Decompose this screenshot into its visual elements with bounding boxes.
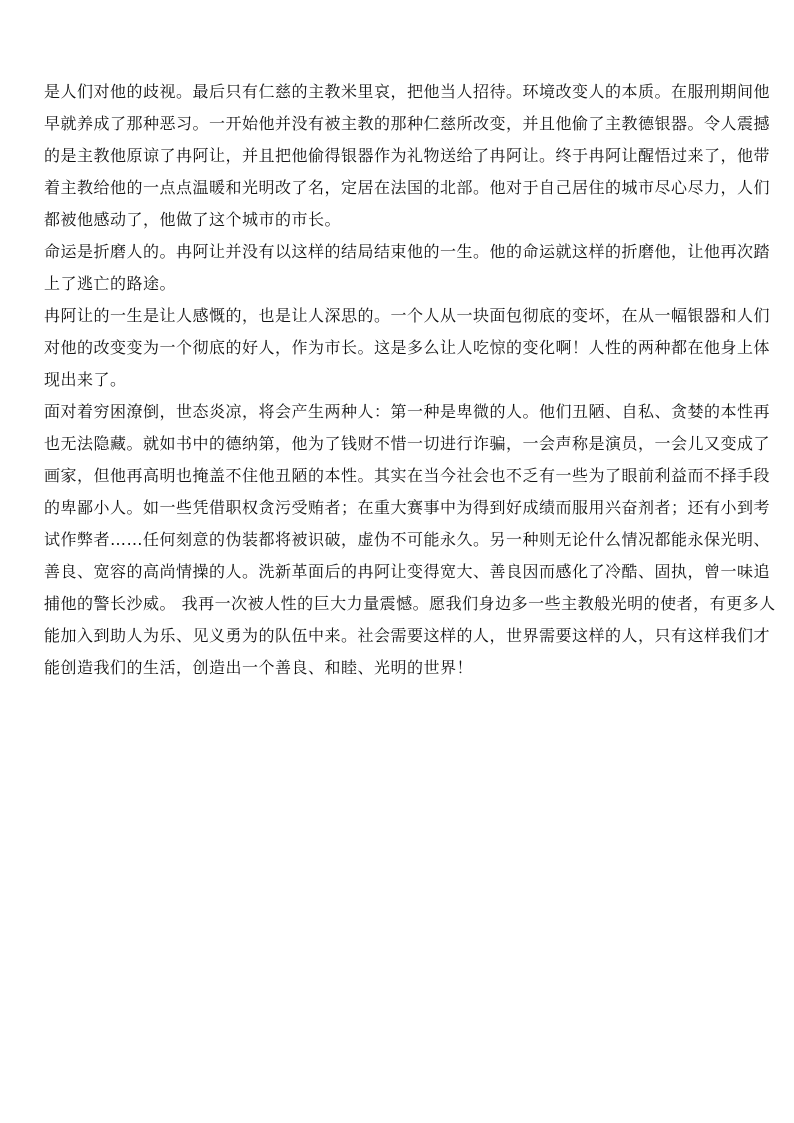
text-line: 的卑鄙小人。如一些凭借职权贪污受贿者；在重大赛事中为得到好成绩而服用兴奋剂者；还有小到考 [44,498,771,517]
text-line: 捕他的警长沙威。 我再一次被人性的巨大力量震憾。愿我们身边多一些主教般光明的使者，有更多人 [44,594,776,613]
text-line: 早就养成了那种恶习。一开始他并没有被主教的那种仁慈所改变，并且他偷了主教德银器。令人震撼 [44,114,771,133]
text-line: 能加入到助人为乐、见义勇为的队伍中来。社会需要这样的人，世界需要这样的人，只有这样我们才 [44,626,771,645]
text-line: 都被他感动了，他做了这个城市的市长。 [44,210,342,229]
text-line: 命运是折磨人的。冉阿让并没有以这样的结局结束他的一生。他的命运就这样的折磨他，让他再次踏 [44,242,771,261]
paragraph-1 [44,76,771,236]
paragraph-2 [44,236,771,300]
paragraph-4 [44,396,776,684]
text-line: 善良、宽容的高尚情操的人。洗新革面后的冉阿让变得宽大、善良因而感化了冷酷、固执，曾一味追 [44,562,771,581]
document-page [44,76,776,684]
text-line: 上了逃亡的路途。 [44,274,177,293]
text-line: 现出来了。 [44,370,127,389]
text-line: 着主教给他的一点点温暖和光明改了名，定居在法国的北部。他对于自己居住的城市尽心尽力，人们 [44,178,771,197]
text-line: 试作弊者……任何刻意的伪装都将被识破，虚伪不可能永久。另一种则无论什么情况都能永保光明、 [44,530,771,549]
text-line: 是人们对他的歧视。最后只有仁慈的主教米里哀，把他当人招待。环境改变人的本质。在服刑期间他 [44,82,771,101]
text-line: 能创造我们的生活，创造出一个善良、和睦、光明的世界！ [44,658,474,677]
text-line: 也无法隐藏。就如书中的德纳第，他为了钱财不惜一切进行诈骗，一会声称是演员，一会儿又变成了 [44,434,771,453]
text-line: 的是主教他原谅了冉阿让，并且把他偷得银器作为礼物送给了冉阿让。终于冉阿让醒悟过来了，他带 [44,146,771,165]
text-line: 对他的改变变为一个彻底的好人，作为市长。这是多么让人吃惊的变化啊！人性的两种都在他身上体 [44,338,771,357]
text-line: 画家，但他再高明也掩盖不住他丑陋的本性。其实在当今社会也不乏有一些为了眼前利益而不择手段 [44,466,771,485]
paragraph-3 [44,300,771,396]
text-line: 冉阿让的一生是让人感慨的，也是让人深思的。一个人从一块面包彻底的变坏，在从一幅银器和人们 [44,306,771,325]
text-line: 面对着穷困潦倒，世态炎凉，将会产生两种人：第一种是卑微的人。他们丑陋、自私、贪婪的本性再 [44,402,771,421]
